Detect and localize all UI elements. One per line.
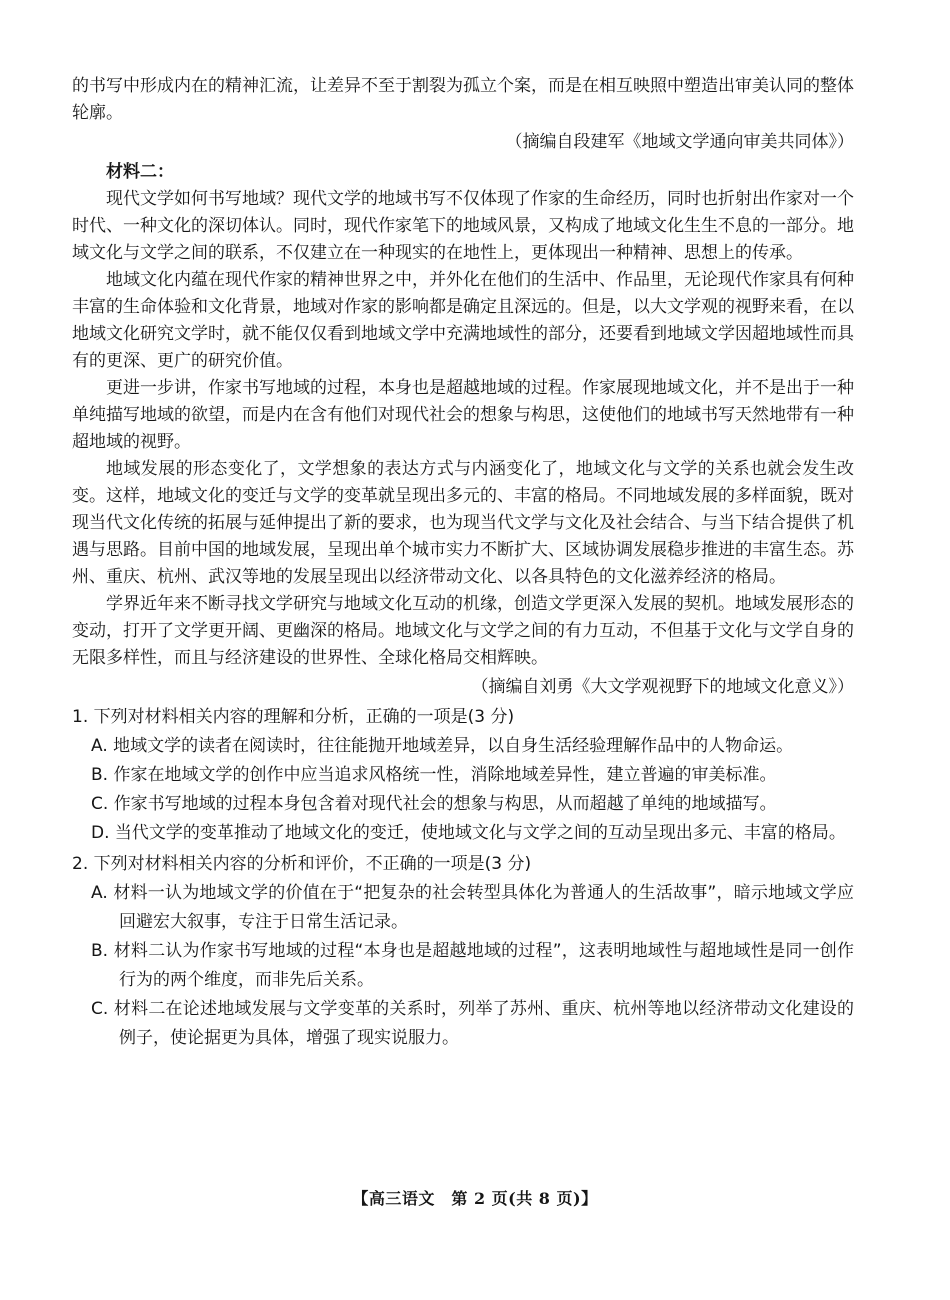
option-text: 材料二在论述地域发展与文学变革的关系时，列举了苏州、重庆、杭州等地以经济带动文化建设的例子，使论据更为具体，增强了现实说服力。 — [113, 999, 855, 1048]
question-1-option-a — [72, 732, 854, 761]
material2-paragraph-4: 地域发展的形态变化了，文学想象的表达方式与内涵变化了，地域文化与文学的关系也就会发生改变。这样，地域文化的变迁与文学的变革就呈现出多元的、丰富的格局。不同地域发展的多样面貌，既对现当代文化传统的拓展与延伸提出了新的要求，也为现当代文学与文化及社会结合、与当下结合提供了机遇与思路。目前中国的地域发展，呈现出单个城市实力不断扩大、区域协调发展稳步推进的丰富生态。苏州、重庆、杭州、武汉等地的发展呈现出以经济带动文化、以各具特色的文化滋养经济的格局。 — [72, 459, 854, 587]
material2-paragraph-1: 现代文学如何书写地域？现代文学的地域书写不仅体现了作家的生命经历，同时也折射出作家对一个时代、一种文化的深切体认。同时，现代作家笔下的地域风景，又构成了地域文化生生不息的一部分。地域文化与文学之间的联系，不仅建立在一种现实的在地性上，更体现出一种精神、思想上的传承。 — [72, 189, 854, 263]
page-content — [72, 73, 854, 1053]
question-2-option-a — [72, 879, 854, 937]
option-text: 地域文学的读者在阅读时，往往能抛开地域差异，以自身生活经验理解作品中的人物命运。 — [113, 736, 794, 756]
material2-source: （摘编自刘勇《大文学观视野下的地域文化意义》） — [471, 677, 854, 697]
option-letter: B. — [91, 941, 109, 961]
option-letter: B. — [91, 765, 109, 785]
material2-paragraph-5: 学界近年来不断寻找文学研究与地域文化互动的机缘，创造文学更深入发展的契机。地域发展形态的变动，打开了文学更开阔、更幽深的格局。地域文化与文学之间的有力互动，不但基于文化与文学自身的无限多样性，而且与经济建设的世界性、全球化格局交相辉映。 — [72, 594, 854, 668]
material1-tail-paragraph: 的书写中形成内在的精神汇流，让差异不至于割裂为孤立个案，而是在相互映照中塑造出审美认同的整体轮廓。 — [72, 76, 854, 123]
option-text: 当代文学的变革推动了地域文化的变迁，使地域文化与文学之间的互动呈现出多元、丰富的格局。 — [114, 823, 846, 843]
question-1-option-c — [72, 790, 854, 819]
material2-paragraph-3: 更进一步讲，作家书写地域的过程，本身也是超越地域的过程。作家展现地域文化，并不是出于一种单纯描写地域的欲望，而是内在含有他们对现代社会的想象与构思，这使他们的地域书写天然地带有一种超地域的视野。 — [72, 378, 854, 452]
option-letter: C. — [91, 794, 109, 814]
question-1-stem: 1. 下列对材料相关内容的理解和分析，正确的一项是(3 分) — [72, 707, 515, 727]
question-2-stem: 2. 下列对材料相关内容的分析和评价，不正确的一项是(3 分) — [72, 854, 532, 874]
material2-paragraph-2: 地域文化内蕴在现代作家的精神世界之中，并外化在他们的生活中、作品里，无论现代作家具有何种丰富的生命体验和文化背景，地域对作家的影响都是确定且深远的。但是，以大文学观的视野来看，在以地域文化研究文学时，就不能仅仅看到地域文学中充满地域性的部分，还要看到地域文学因超地域性而具有的更深、更广的研究价值。 — [72, 270, 854, 371]
option-letter: D. — [91, 823, 110, 843]
question-1-option-b — [72, 761, 854, 790]
option-text: 材料二认为作家书写地域的过程“本身也是超越地域的过程”，这表明地域性与超地域性是同一创作行为的两个维度，而非先后关系。 — [113, 941, 854, 990]
option-text: 作家书写地域的过程本身包含着对现代社会的想象与构思，从而超越了单纯的地域描写。 — [113, 794, 777, 814]
option-text: 材料一认为地域文学的价值在于“把复杂的社会转型具体化为普通人的生活故事”，暗示地域文学应回避宏大叙事，专注于日常生活记录。 — [113, 883, 854, 932]
question-2-option-b — [72, 937, 854, 995]
option-text: 作家在地域文学的创作中应当追求风格统一性，消除地域差异性，建立普遍的审美标准。 — [113, 765, 777, 785]
option-letter: C. — [91, 999, 109, 1019]
question-1 — [72, 703, 854, 848]
page-footer: 【高三语文 第 2 页(共 8 页)】 — [352, 1189, 598, 1208]
question-1-option-d — [72, 819, 854, 848]
question-2-option-c — [72, 995, 854, 1053]
option-letter: A. — [91, 883, 108, 903]
question-2 — [72, 850, 854, 1053]
option-letter: A. — [91, 736, 108, 756]
material1-source: （摘编自段建军《地域文学通向审美共同体》） — [505, 132, 854, 152]
material2-heading: 材料二： — [106, 162, 174, 182]
